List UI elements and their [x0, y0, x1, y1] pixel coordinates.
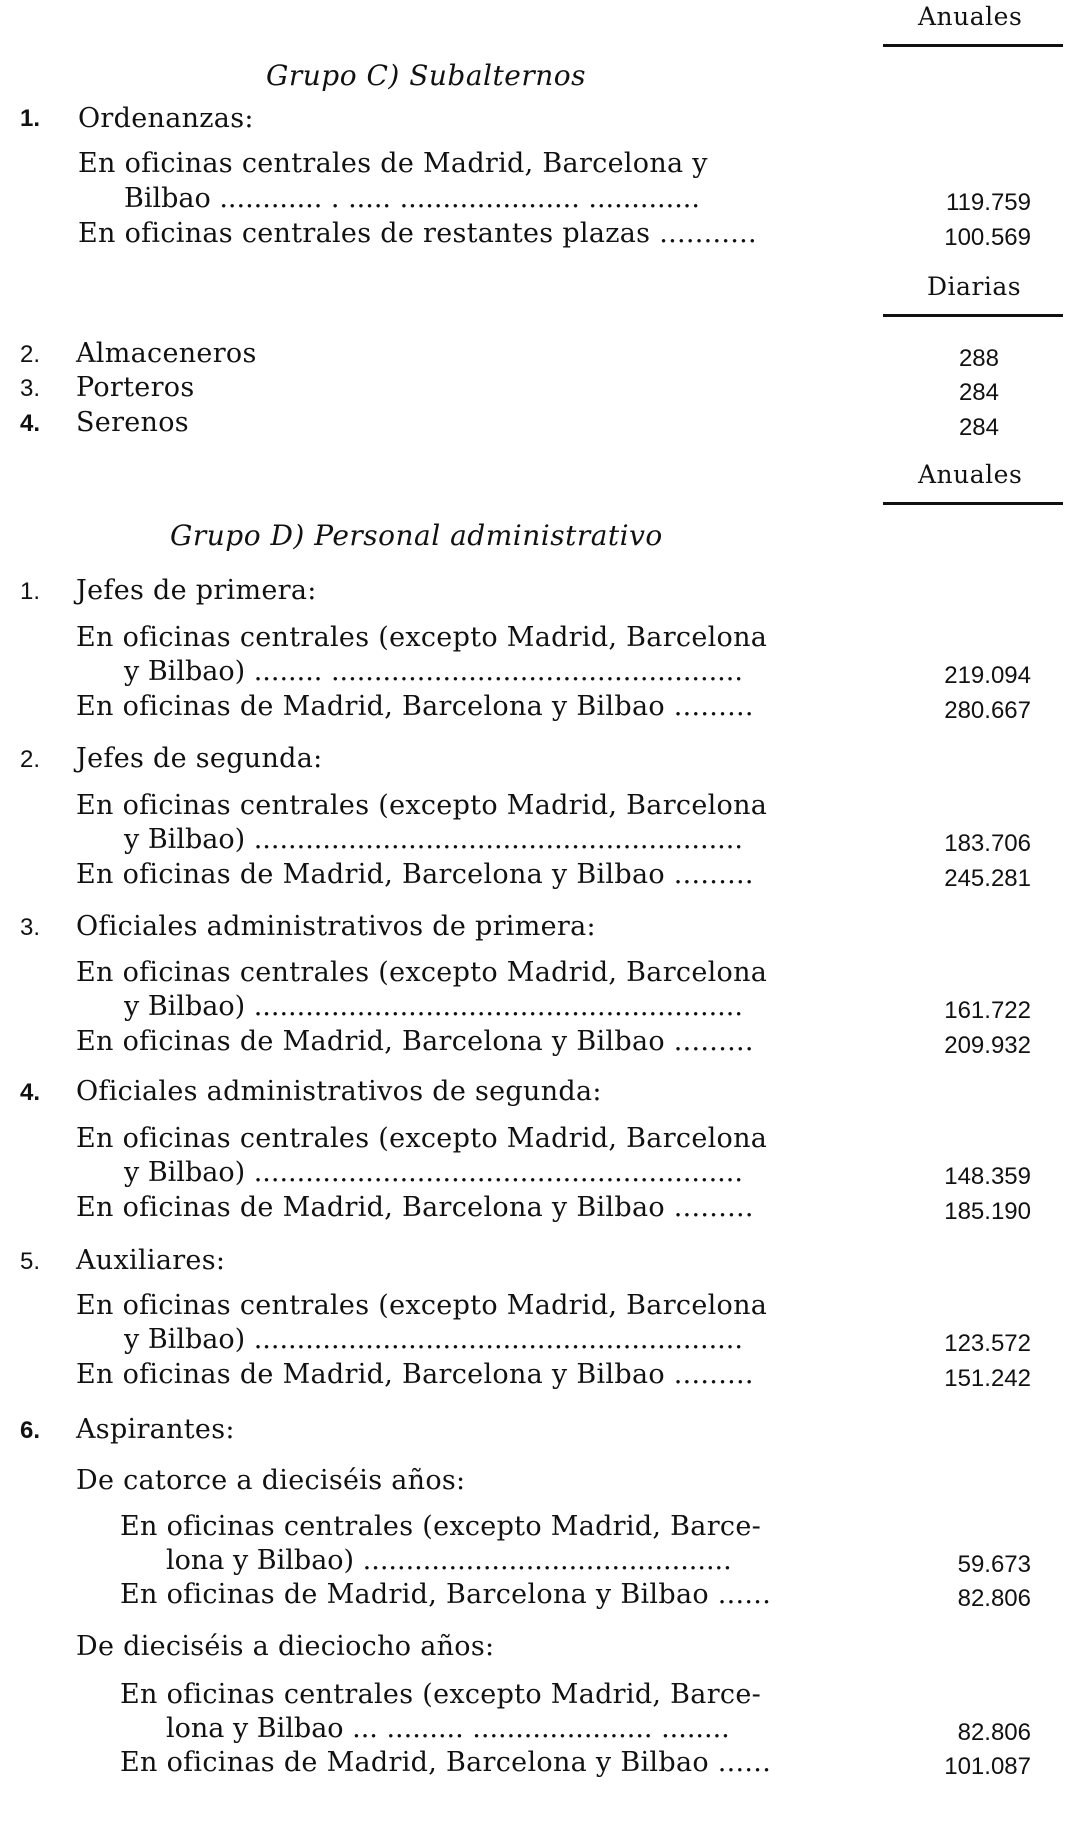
- amount-value: 209.932: [944, 1032, 1031, 1059]
- line-text: En oficinas centrales de Madrid, Barcelona y: [78, 148, 708, 179]
- amount-value: 284: [958, 379, 999, 406]
- line-text: En oficinas centrales de restantes plazas ...........: [78, 218, 757, 249]
- line-text: En oficinas de Madrid, Barcelona y Bilbao .........: [76, 1359, 754, 1390]
- item-number: 3.: [20, 375, 41, 402]
- amount-value: 123.572: [944, 1330, 1031, 1357]
- group-d-title: Grupo D) Personal administrativo: [170, 519, 663, 552]
- line-text: lona y Bilbao) ...........................................: [166, 1545, 732, 1576]
- amount-value: 284: [958, 414, 999, 441]
- line-text: En oficinas de Madrid, Barcelona y Bilbao .........: [76, 1192, 754, 1223]
- line-text: lona y Bilbao ... ......... ..................... ........: [166, 1713, 730, 1744]
- column-header-anuales: Anuales: [918, 2, 1023, 31]
- item-number: 2.: [20, 341, 41, 368]
- item-label: Porteros: [76, 372, 195, 403]
- line-text: y Bilbao) .........................................................: [124, 824, 743, 855]
- line-text: En oficinas centrales (excepto Madrid, Barce-: [120, 1679, 762, 1710]
- amount-value: 288: [958, 345, 999, 372]
- column-rule: [883, 44, 1063, 47]
- item-number: 4.: [20, 1079, 41, 1106]
- line-text: y Bilbao) .........................................................: [124, 991, 743, 1022]
- item-label: Aspirantes:: [76, 1414, 235, 1445]
- column-header-diarias: Diarias: [927, 272, 1022, 301]
- item-number: 4.: [20, 410, 41, 437]
- line-text: En oficinas de Madrid, Barcelona y Bilbao .........: [76, 859, 754, 890]
- column-rule: [883, 314, 1063, 317]
- amount-value: 82.806: [957, 1585, 1031, 1612]
- item-label: Almaceneros: [76, 338, 257, 369]
- item-number: 3.: [20, 914, 41, 941]
- item-number: 5.: [20, 1248, 41, 1275]
- item-label: Jefes de segunda:: [76, 743, 323, 774]
- line-text: En oficinas centrales (excepto Madrid, Barcelona: [76, 1123, 768, 1154]
- amount-value: 280.667: [944, 697, 1031, 724]
- amount-value: 245.281: [944, 865, 1031, 892]
- column-header-anuales: Anuales: [918, 460, 1023, 489]
- line-text: En oficinas de Madrid, Barcelona y Bilbao ......: [120, 1579, 772, 1610]
- line-text: y Bilbao) ........ ................................................: [124, 656, 743, 687]
- column-rule: [883, 502, 1063, 505]
- line-text: En oficinas de Madrid, Barcelona y Bilbao .........: [76, 1026, 754, 1057]
- item-label: Ordenanzas:: [78, 103, 254, 134]
- line-text: En oficinas centrales (excepto Madrid, Barce-: [120, 1511, 762, 1542]
- line-text: y Bilbao) .........................................................: [124, 1157, 743, 1188]
- amount-value: 100.569: [944, 224, 1031, 251]
- item-label: Oficiales administrativos de segunda:: [76, 1076, 602, 1107]
- amount-value: 59.673: [957, 1551, 1031, 1578]
- item-label: Oficiales administrativos de primera:: [76, 911, 596, 942]
- line-text: y Bilbao) .........................................................: [124, 1324, 743, 1355]
- amount-value: 185.190: [944, 1198, 1031, 1225]
- line-text: En oficinas de Madrid, Barcelona y Bilbao ......: [120, 1747, 772, 1778]
- amount-value: 82.806: [957, 1719, 1031, 1746]
- item-number: 1.: [20, 578, 41, 605]
- line-text: En oficinas centrales (excepto Madrid, Barcelona: [76, 622, 768, 653]
- subgroup-label: De catorce a dieciséis años:: [76, 1465, 466, 1496]
- amount-value: 219.094: [944, 662, 1031, 689]
- item-label: Auxiliares:: [76, 1245, 226, 1276]
- amount-value: 183.706: [944, 830, 1031, 857]
- amount-value: 148.359: [944, 1163, 1031, 1190]
- line-text: En oficinas centrales (excepto Madrid, Barcelona: [76, 790, 768, 821]
- item-label: Jefes de primera:: [76, 575, 317, 606]
- item-label: Serenos: [76, 407, 189, 438]
- group-c-title: Grupo C) Subalternos: [266, 59, 586, 92]
- line-text: En oficinas de Madrid, Barcelona y Bilbao .........: [76, 691, 754, 722]
- item-number: 1.: [20, 105, 41, 132]
- line-text: Bilbao ............ . ..... ..................... .............: [124, 183, 700, 214]
- line-text: En oficinas centrales (excepto Madrid, Barcelona: [76, 957, 768, 988]
- amount-value: 151.242: [944, 1365, 1031, 1392]
- amount-value: 119.759: [946, 189, 1031, 216]
- amount-value: 161.722: [944, 997, 1031, 1024]
- subgroup-label: De dieciséis a dieciocho años:: [76, 1631, 495, 1662]
- amount-value: 101.087: [944, 1753, 1031, 1780]
- item-number: 2.: [20, 746, 41, 773]
- line-text: En oficinas centrales (excepto Madrid, Barcelona: [76, 1290, 768, 1321]
- item-number: 6.: [20, 1417, 41, 1444]
